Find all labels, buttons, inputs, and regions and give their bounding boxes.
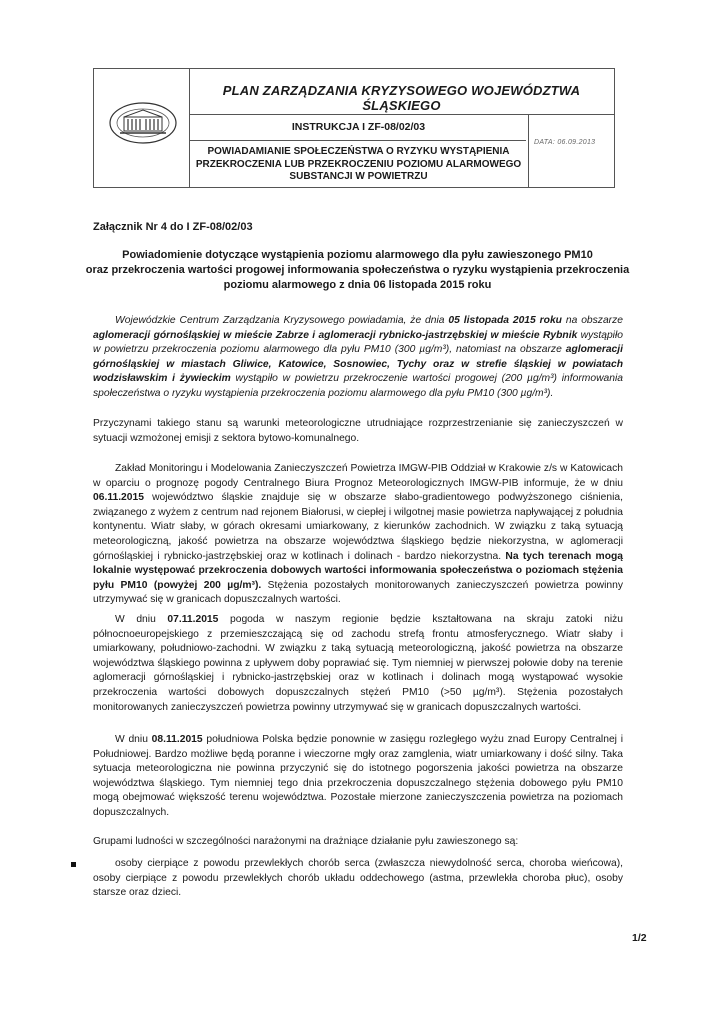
plan-title: PLAN ZARZĄDZANIA KRYZYSOWEGO WOJEWÓDZTWA ŚLĄSKIEGO — [222, 83, 581, 113]
bullet-marker — [71, 862, 76, 867]
notice-heading: Powiadomienie dotyczące wystąpienia poziomu alarmowego dla pyłu zawieszonego PM10 oraz przekroczenia wartości progowej informowania społeczeństwa o ryzyku wystąpienia przekroczenia poziomu alarmowego z dnia 06 listopada 2015 roku — [85, 249, 630, 291]
paragraph-causes: Przyczynami takiego stanu są warunki meteorologiczne utrudniające rozprzestrzenianie się zanieczyszczeń w sytuacji wzmożonej emisji z sektora bytowo-komunalnego. — [93, 418, 623, 444]
document-header-table — [93, 68, 615, 188]
paragraph-forecast-08: W dniu 08.11.2015 południowa Polska będzie ponownie w zasięgu rozległego wyżu znad Europy Centralnej i Południowej. Bardzo możliwe będą poranne i wieczorne mgły oraz zamglenia, wiatr umiarkowany i dość silny. Taka sytuacja meteorologiczna nie powinna przyczynić się do istotnego pogorszenia jakości powietrza na obszarze województwa śląskiego. Tym niemniej tego dnia przekroczenia dopuszczalnego stężenia dobowego pyłu PM10 mogą obejmować większość terenu województwa. Pozostałe mierzone zanieczyszczenia powietrza na poziomach dopuszczalnych. — [93, 734, 623, 818]
page-number: 1/2 — [632, 932, 647, 944]
paragraph-forecast-06: Zakład Monitoringu i Modelowania Zanieczyszczeń Powietrza IMGW-PIB Oddział w Krakowie z/s w Katowicach w oparciu o prognozę pogody Centralnego Biura Prognoz Meteorologicznych IMGW-PIB informuje, że w dniu 06.11.2015 województwo śląskie znajduje się w obszarze słabo-gradientowego podwyższonego ciśnienia, związanego z wyżem z centrum nad rejonem Białorusi, w ciepłej i wilgotnej masie powietrza napływającej z południa kontynentu. Wiatr słaby, w górach okresami umiarkowany, z kierunków zachodnich. W związku z taką sytuacją meteorologiczną, jakość powietrza na obszarze województwa śląskiego będzie niekorzystna, w aglomeracji górnośląskiej i rybnicko-jastrzębskiej oraz w kotlinach i dolinach - bardzo niekorzystna. Na tych terenach mogą lokalnie występować przekroczenia dobowych wartości informowania społeczeństwa o poziomach stężenia pyłu PM10 (powyżej 200 µg/m³). Stężenia pozostałych monitorowanych zanieczyszczeń powietrza powinny utrzymywać się w granicach dopuszczalnych wartości. — [93, 463, 623, 606]
voivodeship-office-seal-icon — [108, 101, 178, 145]
attachment-label: Załącznik Nr 4 do I ZF-08/02/03 — [93, 221, 253, 233]
instruction-subject: POWIADAMIANIE SPOŁECZEŃSTWA O RYZYKU WYSTĄPIENIA PRZEKROCZENIA LUB PRZEKROCZENIU POZIOMU ALARMOWEGO SUBSTANCJI W POWIETRZU — [195, 146, 522, 182]
paragraph-alert: Wojewódzkie Centrum Zarządzania Kryzysowego powiadamia, że dnia 05 listopada 2015 roku na obszarze aglomeracji górnośląskiej w mieście Zabrze i aglomeracji rybnicko-jastrzębskiej w mieście Rybnik wystąpiło w powietrzu przekroczenia poziomu alarmowego dla pyłu PM10 (300 µg/m³), natomiast na obszarze aglomeracji górnośląskiej w miastach Gliwice, Katowice, Sosnowiec, Tychy oraz w strefie śląskiej w powiatach wodzisławskim i żywieckim wystąpiło w powietrzu przekroczenie wartości progowej (200 µg/m³) informowania społeczeństwa o ryzyku wystąpienia przekroczenia poziomu alarmowego dla pyłu PM10 (300 µg/m³). — [93, 315, 623, 399]
paragraph-forecast-07: W dniu 07.11.2015 pogoda w naszym regionie będzie kształtowana na skraju zatoki niżu północnoeuropejskiego z przemieszczającą się od zachodu strefą frontu atmosferycznego. Wiatr słaby i umiarkowany, południowo-zachodni. W związku z taką sytuacją meteorologiczną, jakość powietrza na obszarze województwa śląskiego powinna z upływem doby poprawiać się. Tym niemniej w pierwszej połowie doby na terenie aglomeracji górnośląskiej i rybnicko-jastrzębskiej oraz w kotlinach i dolinach mogą wystąpować wysokie przekroczenia wartości dobowych dopuszczalnych stężeń PM10 (>50 µg/m³). Stężenia pozostałych monitorowanych zanieczyszczeń powietrza powinny utrzymywać się w granicach dopuszczalnych wartości. — [93, 614, 623, 713]
instruction-number: INSTRUKCJA I ZF-08/02/03 — [291, 121, 426, 133]
paragraph-risk-groups: Grupami ludności w szczególności narażonymi na drażniące działanie pyłu zawieszonego są: — [93, 836, 519, 847]
document-date: DATA: 06.09.2013 — [534, 139, 596, 146]
list-item-risk-groups: osoby cierpiące z powodu przewlekłych chorób serca (zwłaszcza niewydolność serca, choroba wieńcowa), osoby cierpiące z powodu przewlekłych chorób układu oddechowego (astma, przewlekła choroba płuc), osoby starsze oraz dzieci. — [93, 858, 623, 899]
